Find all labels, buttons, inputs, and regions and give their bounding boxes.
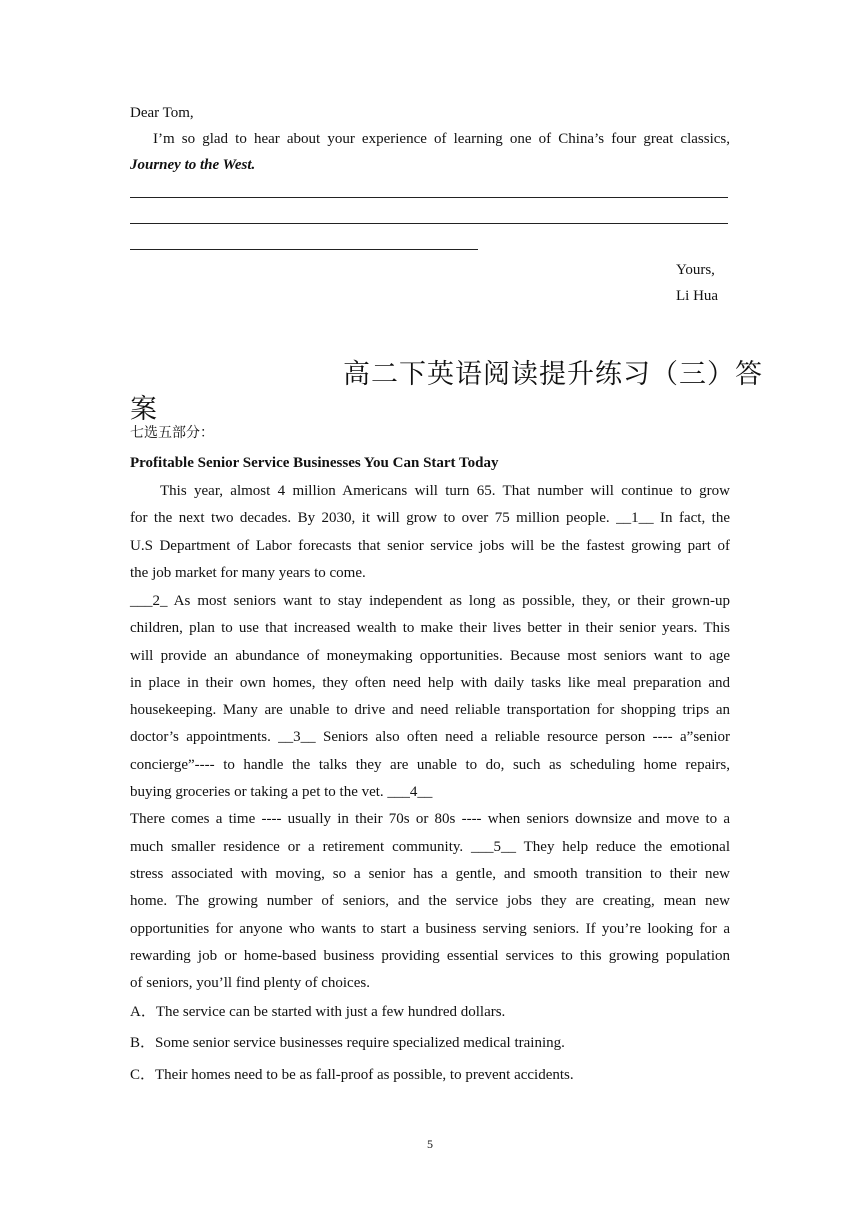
page-number: 5: [427, 1137, 433, 1151]
article-line: There comes a time ---- usually in their 70s or 80s ---- when seniors downsize and move to a: [130, 811, 730, 827]
article-line: opportunities for anyone who wants to start a business serving seniors. If you’re looking for a: [130, 921, 730, 937]
answer-blank-line: [130, 249, 478, 250]
letter-closing: Yours,: [676, 262, 715, 278]
article-line: concierge”---- to handle the talks they are unable to do, such as scheduling home repairs,: [130, 757, 730, 773]
answer-title-line1: 高二下英语阅读提升练习（三）答: [343, 359, 763, 390]
article-line: stress associated with moving, so a senior has a gentle, and smooth transition to their new: [130, 866, 730, 882]
option-a: [130, 1005, 505, 1020]
article-line: in place in their own homes, they often need help with daily tasks like meal preparation and: [130, 675, 730, 691]
article-line: much smaller residence or a retirement community. ___5__ They help reduce the emotional: [130, 839, 730, 855]
answer-blank-line: [130, 223, 728, 224]
article-heading: Profitable Senior Service Businesses You Can Start Today: [130, 455, 499, 471]
option-text: The service can be started with just a few hundred dollars.: [155, 1004, 506, 1020]
article-line: rewarding job or home-based business providing essential services to this growing population: [130, 948, 730, 964]
option-letter: C．: [130, 1067, 156, 1083]
article-line: the job market for many years to come.: [130, 565, 366, 581]
article-line: This year, almost 4 million Americans will turn 65. That number will continue to grow: [160, 483, 730, 499]
article-line: children, plan to use that increased wealth to make their lives better in their senior years. This: [130, 620, 730, 636]
article-line: home. The growing number of seniors, and the service jobs they are creating, mean new: [130, 893, 730, 909]
option-text: Some senior service businesses require specialized medical training.: [155, 1035, 565, 1051]
answer-blank-line: [130, 197, 728, 198]
option-letter: B．: [130, 1035, 156, 1051]
article-line: buying groceries or taking a pet to the vet. ___4__: [130, 784, 433, 800]
article-line: for the next two decades. By 2030, it will grow to over 75 million people. __1__ In fact, the: [130, 510, 730, 526]
article-line: housekeeping. Many are unable to drive and need reliable transportation for shopping trips an: [130, 702, 730, 718]
article-line: doctor’s appointments. __3__ Seniors also often need a reliable resource person ---- a”senior: [130, 729, 730, 745]
article-line: of seniors, you’ll find plenty of choices.: [130, 975, 370, 991]
option-b: [130, 1036, 565, 1051]
article-line: will provide an abundance of moneymaking opportunities. Because most seniors want to age: [130, 648, 730, 664]
section-label: 七选五部分：: [130, 425, 214, 441]
option-text: Their homes need to be as fall-proof as possible, to prevent accidents.: [155, 1067, 574, 1083]
article-line: U.S Department of Labor forecasts that senior service jobs will be the fastest growing part of: [130, 538, 730, 554]
letter-signature: Li Hua: [676, 288, 719, 304]
option-c: [130, 1068, 574, 1083]
letter-book-title: Journey to the West.: [130, 157, 256, 173]
letter-body-line: I’m so glad to hear about your experience of learning one of China’s four great classics,: [153, 131, 730, 147]
option-letter: A．: [130, 1004, 156, 1020]
answer-title-line2: 案: [130, 394, 158, 425]
article-line: ___2_ As most seniors want to stay independent as long as possible, they, or their grown-up: [130, 593, 730, 609]
letter-salutation: Dear Tom,: [130, 105, 194, 121]
